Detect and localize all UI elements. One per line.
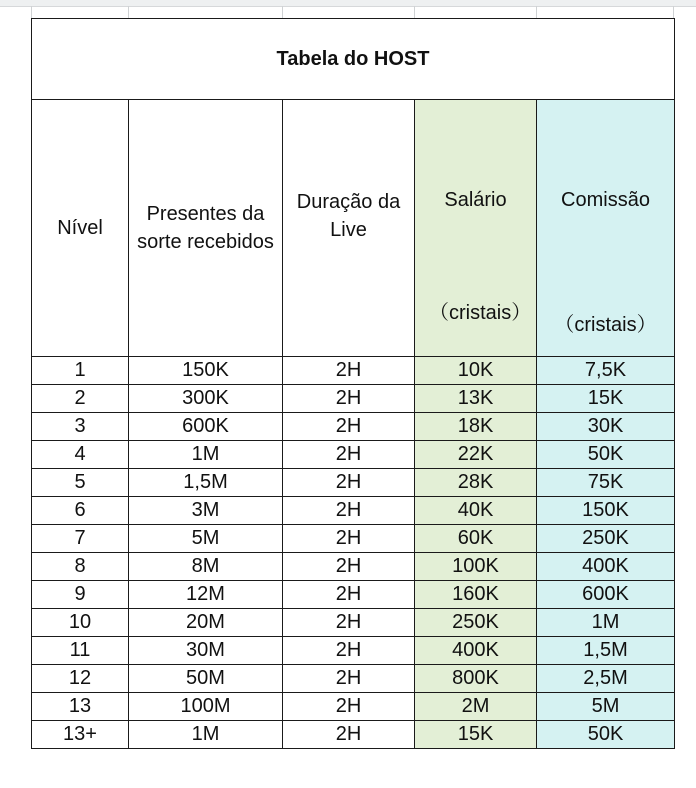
cell-presentes: 1M xyxy=(129,441,283,469)
spreadsheet-top-strip xyxy=(0,0,696,7)
cell-presentes: 20M xyxy=(129,609,283,637)
header-salario xyxy=(415,100,537,357)
cell-duracao: 2H xyxy=(283,497,415,525)
cell-presentes: 150K xyxy=(129,357,283,385)
cell-presentes: 600K xyxy=(129,413,283,441)
table-title: Tabela do HOST xyxy=(32,19,675,100)
cell-presentes: 30M xyxy=(129,637,283,665)
header-comissao-label: Comissão xyxy=(561,189,650,211)
cell-nivel: 5 xyxy=(32,469,129,497)
table-row xyxy=(32,441,675,469)
cell-salario: 100K xyxy=(415,553,537,581)
cell-comissao: 600K xyxy=(537,581,675,609)
cell-nivel: 6 xyxy=(32,497,129,525)
cell-presentes: 100M xyxy=(129,693,283,721)
table-row xyxy=(32,609,675,637)
table-row xyxy=(32,665,675,693)
grid-mark xyxy=(673,6,674,18)
cell-presentes: 12M xyxy=(129,581,283,609)
grid-mark xyxy=(536,6,537,18)
header-nivel: Nível xyxy=(32,100,129,357)
cell-comissao: 150K xyxy=(537,497,675,525)
cell-salario: 22K xyxy=(415,441,537,469)
table-row xyxy=(32,693,675,721)
cell-nivel: 10 xyxy=(32,609,129,637)
cell-comissao: 15K xyxy=(537,385,675,413)
cell-salario: 40K xyxy=(415,497,537,525)
cell-salario: 28K xyxy=(415,469,537,497)
header-duracao-label: Duração da Live xyxy=(296,191,401,241)
cell-duracao: 2H xyxy=(283,441,415,469)
cell-duracao: 2H xyxy=(283,469,415,497)
table-row xyxy=(32,637,675,665)
cell-duracao: 2H xyxy=(283,553,415,581)
cell-duracao: 2H xyxy=(283,721,415,749)
cell-presentes: 1,5M xyxy=(129,469,283,497)
cell-comissao: 2,5M xyxy=(537,665,675,693)
cell-nivel: 11 xyxy=(32,637,129,665)
cell-salario: 60K xyxy=(415,525,537,553)
table-row xyxy=(32,413,675,441)
cell-salario: 250K xyxy=(415,609,537,637)
grid-mark xyxy=(414,6,415,18)
cell-salario: 13K xyxy=(415,385,537,413)
cell-comissao: 1M xyxy=(537,609,675,637)
table-row xyxy=(32,721,675,749)
grid-mark xyxy=(31,6,32,18)
cell-nivel: 9 xyxy=(32,581,129,609)
cell-salario: 15K xyxy=(415,721,537,749)
cell-duracao: 2H xyxy=(283,357,415,385)
cell-duracao: 2H xyxy=(283,385,415,413)
header-salario-label: Salário xyxy=(444,189,507,211)
table-row xyxy=(32,469,675,497)
header-duracao xyxy=(283,100,415,357)
cell-duracao: 2H xyxy=(283,637,415,665)
table-row xyxy=(32,553,675,581)
cell-comissao: 400K xyxy=(537,553,675,581)
cell-salario: 400K xyxy=(415,637,537,665)
cell-comissao: 50K xyxy=(537,721,675,749)
cell-comissao: 5M xyxy=(537,693,675,721)
table-row xyxy=(32,357,675,385)
cell-comissao: 30K xyxy=(537,413,675,441)
table-row xyxy=(32,525,675,553)
grid-mark xyxy=(128,6,129,18)
cell-comissao: 7,5K xyxy=(537,357,675,385)
cell-salario: 18K xyxy=(415,413,537,441)
cell-nivel: 12 xyxy=(32,665,129,693)
cell-duracao: 2H xyxy=(283,525,415,553)
cell-presentes: 3M xyxy=(129,497,283,525)
header-comissao xyxy=(537,100,675,357)
cell-presentes: 1M xyxy=(129,721,283,749)
cell-duracao: 2H xyxy=(283,609,415,637)
cell-presentes: 8M xyxy=(129,553,283,581)
cell-comissao: 1,5M xyxy=(537,637,675,665)
cell-nivel: 13+ xyxy=(32,721,129,749)
table-row xyxy=(32,581,675,609)
cell-nivel: 8 xyxy=(32,553,129,581)
cell-comissao: 75K xyxy=(537,469,675,497)
cell-salario: 10K xyxy=(415,357,537,385)
cell-duracao: 2H xyxy=(283,581,415,609)
cell-duracao: 2H xyxy=(283,413,415,441)
cell-comissao: 50K xyxy=(537,441,675,469)
host-table xyxy=(31,18,675,749)
header-presentes-label: Presentes da sorte recebidos xyxy=(137,203,274,253)
table-row xyxy=(32,385,675,413)
cell-presentes: 300K xyxy=(129,385,283,413)
cell-nivel: 4 xyxy=(32,441,129,469)
cell-nivel: 3 xyxy=(32,413,129,441)
grid-mark xyxy=(282,6,283,18)
header-presentes xyxy=(129,100,283,357)
header-salario-unit: （cristais） xyxy=(429,302,532,324)
cell-duracao: 2H xyxy=(283,693,415,721)
cell-presentes: 5M xyxy=(129,525,283,553)
cell-comissao: 250K xyxy=(537,525,675,553)
cell-nivel: 13 xyxy=(32,693,129,721)
cell-salario: 160K xyxy=(415,581,537,609)
cell-nivel: 1 xyxy=(32,357,129,385)
cell-salario: 2M xyxy=(415,693,537,721)
cell-presentes: 50M xyxy=(129,665,283,693)
header-comissao-unit: （cristais） xyxy=(554,314,657,336)
cell-nivel: 2 xyxy=(32,385,129,413)
cell-salario: 800K xyxy=(415,665,537,693)
table-row xyxy=(32,497,675,525)
cell-duracao: 2H xyxy=(283,665,415,693)
cell-nivel: 7 xyxy=(32,525,129,553)
